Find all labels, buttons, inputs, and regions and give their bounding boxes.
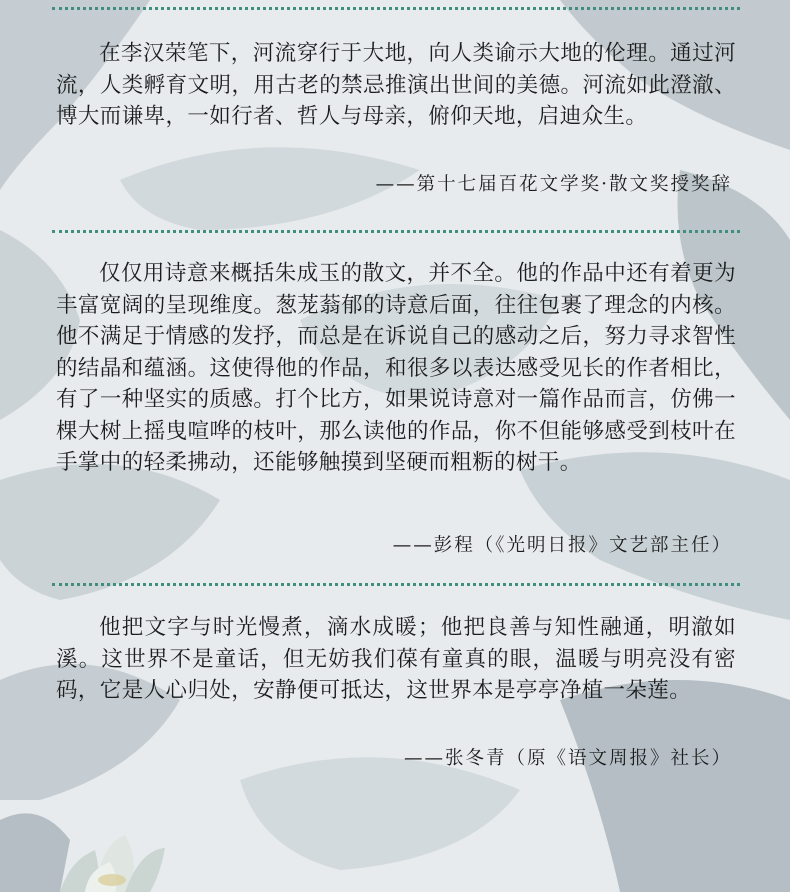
top-divider <box>52 7 740 10</box>
review-1-text: 在李汉荣笔下，河流穿行于大地，向人类谕示大地的伦理。通过河流，人类孵育文明，用古老的禁忌推演出世间的美德。河流如此澄澈、博大而谦卑，一如行者、哲人与母亲，俯仰天地，启迪众生。 <box>56 41 736 129</box>
review-3-text: 他把文字与时光慢煮，滴水成暖；他把良善与知性融通，明澈如溪。这世界不是童话，但无妨我们葆有童真的眼，温暖与明亮没有密码，它是人心归处，安静便可抵达，这世界本是亭亭净植一朵莲。 <box>56 615 736 703</box>
review-1-attribution: ——第十七届百花文学奖·散文奖授奖辞 <box>375 174 732 195</box>
review-3-attribution: ——张冬青（原《语文周报》社长） <box>403 748 732 769</box>
review-2-attribution: ——彭程（《光明日报》文艺部主任） <box>392 535 732 556</box>
section-divider-2 <box>52 583 740 586</box>
review-2-text: 仅仅用诗意来概括朱成玉的散文，并不全。他的作品中还有着更为丰富宽阔的呈现维度。葱茏蓊郁的诗意后面，往往包裹了理念的内核。他不满足于情感的发抒，而总是在诉说自己的感动之后，努力寻求智性的结晶和蕴涵。这使得他的作品，和很多以表达感受见长的作者相比，有了一种坚实的质感。打个比方，如果说诗意对一篇作品而言，仿佛一棵大树上摇曳喧哗的枝叶，那么读他的作品，你不但能够感受到枝叶在手掌中的轻柔拂动，还能够触摸到坚硬而粗粝的树干。 <box>56 261 736 475</box>
section-divider-1 <box>52 230 740 233</box>
